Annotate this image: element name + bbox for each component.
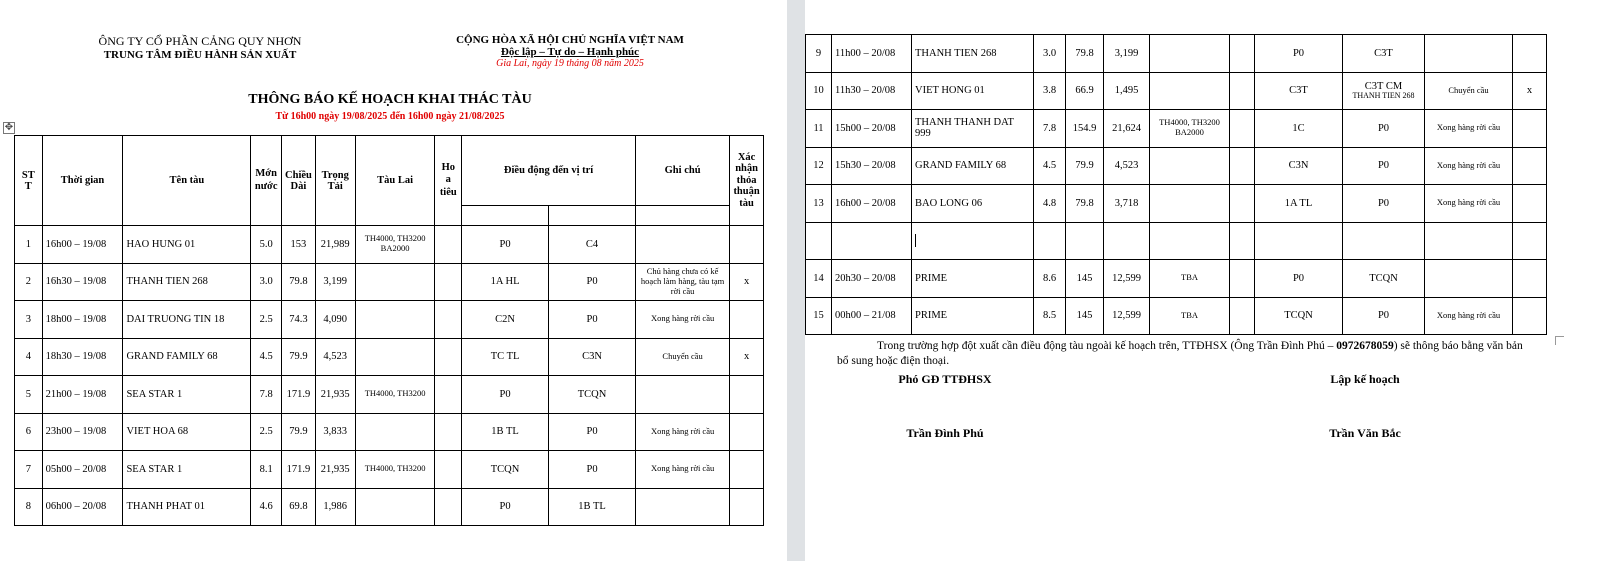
- signature-role-right: Lập kế hoạch: [1330, 372, 1400, 386]
- cell-move-from: 1A TL: [1255, 185, 1343, 223]
- cell-move-to: [549, 338, 636, 376]
- col-header-stt: ST T: [15, 136, 43, 226]
- cell-length: 79.9: [282, 413, 316, 451]
- cell-move-from: 1C: [1255, 110, 1343, 148]
- cell-move-to-sub: THANH TIEN 268: [1352, 90, 1415, 100]
- cell-move-to: [1343, 297, 1425, 335]
- org-header: [70, 34, 330, 61]
- cell-tug: [1150, 35, 1230, 73]
- cell-ship-name: THANH TIEN 268: [123, 263, 251, 301]
- cell-note: Xong hàng rời cầu: [636, 301, 730, 339]
- cell-length: 74.3: [282, 301, 316, 339]
- table-row[interactable]: [806, 110, 1547, 148]
- cell-stt: 7: [15, 451, 43, 489]
- cell-empty: [1034, 222, 1066, 260]
- cell-tug: [355, 488, 435, 526]
- cell-note: Chuyển cầu: [636, 338, 730, 376]
- cell-time: 11h00 – 20/08: [832, 35, 912, 73]
- cell-draft: 8.1: [251, 451, 282, 489]
- cell-draft: 7.8: [251, 376, 282, 414]
- cell-move-to: [1343, 35, 1425, 73]
- cell-move-to-label: C3T: [1374, 47, 1393, 59]
- footer-notice-text: Trong trường hợp đột xuất cần điều động tàu ngoài kế hoạch trên, TTĐHSX (Ông Trần Đình Phú –: [877, 340, 1337, 352]
- cell-draft: 3.8: [1034, 72, 1066, 110]
- cell-move-to: [549, 301, 636, 339]
- cell-move-to: [1343, 147, 1425, 185]
- cell-time: 05h00 – 20/08: [42, 451, 123, 489]
- document-title: THÔNG BÁO KẾ HOẠCH KHAI THÁC TÀU: [248, 92, 532, 107]
- cell-move-to-label: C3T CM: [1364, 80, 1403, 92]
- cell-move-to: [549, 451, 636, 489]
- schedule-table-right[interactable]: [805, 34, 1547, 335]
- footer-notice: [837, 339, 1537, 369]
- cell-draft: 4.6: [251, 488, 282, 526]
- table-row[interactable]: [806, 185, 1547, 223]
- footer-phone: 0972678059: [1336, 340, 1394, 352]
- cell-tonnage: 3,199: [315, 263, 355, 301]
- cell-time: 15h00 – 20/08: [832, 110, 912, 148]
- cell-tonnage: 21,989: [315, 226, 355, 264]
- cell-move-to-label: P0: [586, 276, 598, 288]
- cell-confirm: [1513, 260, 1547, 298]
- cell-stt: 1: [15, 226, 43, 264]
- cell-stt: 4: [15, 338, 43, 376]
- col-header-move-to: [549, 206, 636, 226]
- cell-ship-name: THANH TIEN 268: [912, 35, 1034, 73]
- cell-tonnage: 4,523: [1104, 147, 1150, 185]
- cell-pilot: [1230, 297, 1255, 335]
- schedule-body-left: [15, 226, 764, 526]
- cell-note: [636, 226, 730, 264]
- cell-note: Xong hàng rời cầu: [1425, 185, 1513, 223]
- cell-time: 18h30 – 19/08: [42, 338, 123, 376]
- cell-draft: 4.8: [1034, 185, 1066, 223]
- cell-move-from: TCQN: [1255, 297, 1343, 335]
- cell-move-to-label: TCQN: [1369, 272, 1398, 284]
- col-header-pilot: Ho a tiêu: [435, 136, 462, 226]
- cell-tonnage: 21,624: [1104, 110, 1150, 148]
- cell-note: [1425, 260, 1513, 298]
- cell-ship-name: THANH PHAT 01: [123, 488, 251, 526]
- cell-length: 171.9: [282, 451, 316, 489]
- cell-move-to: [549, 226, 636, 264]
- cell-stt: 9: [806, 35, 832, 73]
- cell-tug: TBA: [1150, 260, 1230, 298]
- cell-tug: [1150, 72, 1230, 110]
- cell-tug: TBA: [1150, 297, 1230, 335]
- text-cursor: [915, 234, 916, 247]
- cell-move-from: P0: [462, 488, 549, 526]
- cell-move-from: TCQN: [462, 451, 549, 489]
- cell-move-to: [1343, 185, 1425, 223]
- document-subtitle: Từ 16h00 ngày 19/08/2025 đến 16h00 ngày 21/08/2025: [275, 111, 505, 122]
- cell-move-from: C2N: [462, 301, 549, 339]
- cell-time: 16h00 – 20/08: [832, 185, 912, 223]
- cell-tug: [1150, 147, 1230, 185]
- table-move-handle-icon[interactable]: ✥: [4, 122, 14, 133]
- table-row[interactable]: [806, 147, 1547, 185]
- cell-move-from: C3T: [1255, 72, 1343, 110]
- cell-time: 11h30 – 20/08: [832, 72, 912, 110]
- cell-pilot: [1230, 35, 1255, 73]
- cell-pilot: [1230, 147, 1255, 185]
- cell-stt: 13: [806, 185, 832, 223]
- table-row[interactable]: [15, 301, 764, 339]
- cell-stt: 12: [806, 147, 832, 185]
- col-header-length: Chiều Dài: [282, 136, 316, 226]
- cell-tug: [355, 263, 435, 301]
- cell-pilot: [1230, 110, 1255, 148]
- cell-draft: 8.5: [1034, 297, 1066, 335]
- col-header-time: Thời gian: [42, 136, 123, 226]
- table-row-empty[interactable]: [806, 222, 1547, 260]
- cell-move-from: P0: [462, 376, 549, 414]
- cell-move-to-label: P0: [1377, 310, 1390, 322]
- cell-confirm: [730, 301, 764, 339]
- col-header-note-sub: [636, 206, 730, 226]
- cell-ship-name: SEA STAR 1: [123, 451, 251, 489]
- cell-tug: TH4000, TH3200: [355, 451, 435, 489]
- cell-ship-name: VIET HOA 68: [123, 413, 251, 451]
- cell-empty: [1343, 222, 1425, 260]
- signature-name-right: Trần Văn Bắc: [1329, 426, 1401, 440]
- cell-length: 79.8: [1066, 35, 1104, 73]
- company-name: ÔNG TY CỔ PHẦN CẢNG QUY NHƠN: [98, 34, 302, 48]
- cell-move-from: P0: [1255, 35, 1343, 73]
- cell-ship-name: GRAND FAMILY 68: [123, 338, 251, 376]
- motto: Độc lập – Tự do – Hạnh phúc: [500, 46, 640, 58]
- cell-move-to-label: TCQN: [577, 388, 607, 400]
- cell-move-to-label: P0: [1377, 160, 1390, 172]
- cell-draft: 2.5: [251, 301, 282, 339]
- cell-move-to-label: 1B TL: [578, 501, 606, 513]
- col-header-name: Tên tàu: [123, 136, 251, 226]
- cell-move-to: [549, 263, 636, 301]
- cell-empty: [1255, 222, 1343, 260]
- cell-length: 145: [1066, 260, 1104, 298]
- cell-length: 79.9: [1066, 147, 1104, 185]
- cell-confirm: x: [730, 263, 764, 301]
- cell-tonnage: 1,495: [1104, 72, 1150, 110]
- date-line: Gia Lai, ngày 19 tháng 08 năm 2025: [496, 58, 644, 69]
- cell-confirm: [1513, 297, 1547, 335]
- cell-ship-name: SEA STAR 1: [123, 376, 251, 414]
- cell-pilot: [1230, 72, 1255, 110]
- cell-note: Xong hàng rời cầu: [1425, 297, 1513, 335]
- table-row[interactable]: [15, 226, 764, 264]
- cell-pilot: [435, 301, 462, 339]
- col-header-move: Điều động đến vị trí: [462, 136, 636, 206]
- cell-tug: TH4000, TH3200 BA2000: [1150, 110, 1230, 148]
- cell-confirm: [1513, 185, 1547, 223]
- table-row[interactable]: [15, 338, 764, 376]
- cell-move-to: [1343, 110, 1425, 148]
- table-row[interactable]: [15, 376, 764, 414]
- cell-stt: 5: [15, 376, 43, 414]
- cell-time: 16h30 – 19/08: [42, 263, 123, 301]
- cell-stt: 2: [15, 263, 43, 301]
- cell-move-to: [549, 413, 636, 451]
- cell-length: 66.9: [1066, 72, 1104, 110]
- cell-length: 154.9: [1066, 110, 1104, 148]
- signature-role-left: Phó GĐ TTĐHSX: [898, 372, 992, 386]
- cell-draft: 8.6: [1034, 260, 1066, 298]
- cell-note: Xong hàng rời cầu: [1425, 147, 1513, 185]
- cell-draft: 3.0: [251, 263, 282, 301]
- cell-time: 16h00 – 19/08: [42, 226, 123, 264]
- cell-stt: 15: [806, 297, 832, 335]
- cell-confirm: [1513, 35, 1547, 73]
- cell-empty[interactable]: [912, 222, 1034, 260]
- cell-time: 06h00 – 20/08: [42, 488, 123, 526]
- cell-ship-name: PRIME: [912, 260, 1034, 298]
- cell-note: Chuyển cầu: [1425, 72, 1513, 110]
- cell-move-to-label: P0: [586, 426, 598, 438]
- cell-move-to: [549, 488, 636, 526]
- cell-pilot: [1230, 260, 1255, 298]
- cell-length: 79.8: [282, 263, 316, 301]
- cell-move-to-label: C3N: [582, 351, 602, 363]
- cell-note: [1425, 35, 1513, 73]
- cell-move-to-label: P0: [586, 313, 598, 325]
- col-header-tonnage: Trọng Tải: [315, 136, 355, 226]
- cell-tonnage: 3,199: [1104, 35, 1150, 73]
- cell-ship-name: DAI TRUONG TIN 18: [123, 301, 251, 339]
- cell-tonnage: 21,935: [315, 451, 355, 489]
- cell-time: 00h00 – 21/08: [832, 297, 912, 335]
- text-boundary-mark: [1555, 336, 1564, 345]
- cell-move-from: 1A HL: [462, 263, 549, 301]
- cell-pilot: [435, 226, 462, 264]
- cell-move-from: P0: [462, 226, 549, 264]
- cell-empty: [832, 222, 912, 260]
- cell-tug: [355, 301, 435, 339]
- cell-tug: [1150, 185, 1230, 223]
- cell-tug: TH4000, TH3200: [355, 376, 435, 414]
- cell-time: 23h00 – 19/08: [42, 413, 123, 451]
- schedule-body-right: [806, 35, 1547, 335]
- cell-empty: [1066, 222, 1104, 260]
- cell-tonnage: 3,833: [315, 413, 355, 451]
- cell-move-to: [1343, 72, 1425, 110]
- cell-stt: 10: [806, 72, 832, 110]
- cell-pilot: [435, 338, 462, 376]
- cell-length: 69.8: [282, 488, 316, 526]
- table-row[interactable]: [806, 260, 1547, 298]
- cell-move-to-label: C4: [585, 238, 599, 250]
- cell-draft: 5.0: [251, 226, 282, 264]
- col-header-confirm: Xác nhận thỏa thuận tàu: [730, 136, 764, 226]
- cell-ship-name: BAO LONG 06: [912, 185, 1034, 223]
- cell-draft: 2.5: [251, 413, 282, 451]
- cell-note: Chủ hàng chưa có kế hoạch làm hàng, tàu tạm rời cầu: [636, 263, 730, 301]
- nation-name: CỘNG HÒA XÃ HỘI CHỦ NGHĨA VIỆT NAM: [456, 34, 684, 46]
- cell-confirm: [730, 413, 764, 451]
- table-row[interactable]: [15, 488, 764, 526]
- cell-draft: 7.8: [1034, 110, 1066, 148]
- cell-time: 21h00 – 19/08: [42, 376, 123, 414]
- cell-empty: [1104, 222, 1150, 260]
- col-header-move-from: [462, 206, 549, 226]
- cell-draft: 4.5: [1034, 147, 1066, 185]
- cell-confirm: x: [730, 338, 764, 376]
- schedule-table-left[interactable]: [14, 135, 764, 526]
- cell-tonnage: 1,986: [315, 488, 355, 526]
- cell-move-from: C3N: [1255, 147, 1343, 185]
- table-row[interactable]: [15, 413, 764, 451]
- cell-move-from: 1B TL: [462, 413, 549, 451]
- table-row[interactable]: [15, 451, 764, 489]
- cell-empty: [1150, 222, 1230, 260]
- cell-tonnage: 21,935: [315, 376, 355, 414]
- cell-pilot: [1230, 185, 1255, 223]
- cell-confirm: [1513, 110, 1547, 148]
- cell-time: 20h30 – 20/08: [832, 260, 912, 298]
- cell-note: [636, 488, 730, 526]
- cell-empty: [806, 222, 832, 260]
- cell-note: Xong hàng rời cầu: [636, 413, 730, 451]
- cell-tug: [355, 413, 435, 451]
- cell-ship-name: VIET HONG 01: [912, 72, 1034, 110]
- cell-stt: 3: [15, 301, 43, 339]
- cell-stt: 6: [15, 413, 43, 451]
- cell-pilot: [435, 376, 462, 414]
- document-page-left: [0, 0, 787, 561]
- cell-confirm: [730, 376, 764, 414]
- cell-note: Xong hàng rời cầu: [636, 451, 730, 489]
- cell-empty: [1425, 222, 1513, 260]
- footer-notice-tail: ) sẽ thông báo bằng văn bản bổ sung hoặc điện thoại.: [837, 340, 1523, 367]
- cell-tonnage: 3,718: [1104, 185, 1150, 223]
- cell-tonnage: 12,599: [1104, 260, 1150, 298]
- cell-length: 171.9: [282, 376, 316, 414]
- cell-move-to-label: P0: [1377, 122, 1390, 134]
- cell-pilot: [435, 413, 462, 451]
- cell-move-to: [1343, 260, 1425, 298]
- cell-pilot: [435, 263, 462, 301]
- cell-stt: 11: [806, 110, 832, 148]
- cell-confirm: x: [1513, 72, 1547, 110]
- cell-confirm: [730, 488, 764, 526]
- document-page-right: [805, 0, 1600, 561]
- cell-confirm: [730, 226, 764, 264]
- cell-stt: 14: [806, 260, 832, 298]
- cell-pilot: [435, 451, 462, 489]
- cell-note: [636, 376, 730, 414]
- cell-ship-name: THANH THANH DAT 999: [912, 110, 1034, 148]
- cell-empty: [1513, 222, 1547, 260]
- cell-draft: 3.0: [1034, 35, 1066, 73]
- cell-length: 79.9: [282, 338, 316, 376]
- cell-confirm: [730, 451, 764, 489]
- cell-move-from: TC TL: [462, 338, 549, 376]
- cell-ship-name: PRIME: [912, 297, 1034, 335]
- col-header-tug: Tàu Lai: [355, 136, 435, 226]
- table-row[interactable]: [806, 72, 1547, 110]
- cell-time: 18h00 – 19/08: [42, 301, 123, 339]
- col-header-draft: Mớn nước: [251, 136, 282, 226]
- table-row[interactable]: [15, 263, 764, 301]
- cell-note: Xong hàng rời cầu: [1425, 110, 1513, 148]
- cell-tonnage: 4,523: [315, 338, 355, 376]
- cell-tonnage: 12,599: [1104, 297, 1150, 335]
- cell-time: 15h30 – 20/08: [832, 147, 912, 185]
- cell-length: 153: [282, 226, 316, 264]
- col-header-note: Ghi chú: [636, 136, 730, 206]
- cell-tug: [355, 338, 435, 376]
- cell-length: 145: [1066, 297, 1104, 335]
- cell-move-from: P0: [1255, 260, 1343, 298]
- cell-stt: 8: [15, 488, 43, 526]
- cell-move-to: [549, 376, 636, 414]
- signature-name-left: Trần Đình Phú: [906, 426, 984, 440]
- table-row[interactable]: [806, 35, 1547, 73]
- table-row[interactable]: [806, 297, 1547, 335]
- department-name: TRUNG TÂM ĐIỀU HÀNH SẢN XUẤT: [103, 49, 297, 61]
- national-header: [420, 34, 720, 69]
- cell-empty: [1230, 222, 1255, 260]
- cell-ship-name: HAO HUNG 01: [123, 226, 251, 264]
- cell-pilot: [435, 488, 462, 526]
- cell-draft: 4.5: [251, 338, 282, 376]
- cell-confirm: [1513, 147, 1547, 185]
- cell-move-to-label: P0: [1377, 197, 1390, 209]
- cell-tug: TH4000, TH3200 BA2000: [355, 226, 435, 264]
- cell-length: 79.8: [1066, 185, 1104, 223]
- cell-ship-name: GRAND FAMILY 68: [912, 147, 1034, 185]
- cell-move-to-label: P0: [586, 463, 598, 475]
- cell-tonnage: 4,090: [315, 301, 355, 339]
